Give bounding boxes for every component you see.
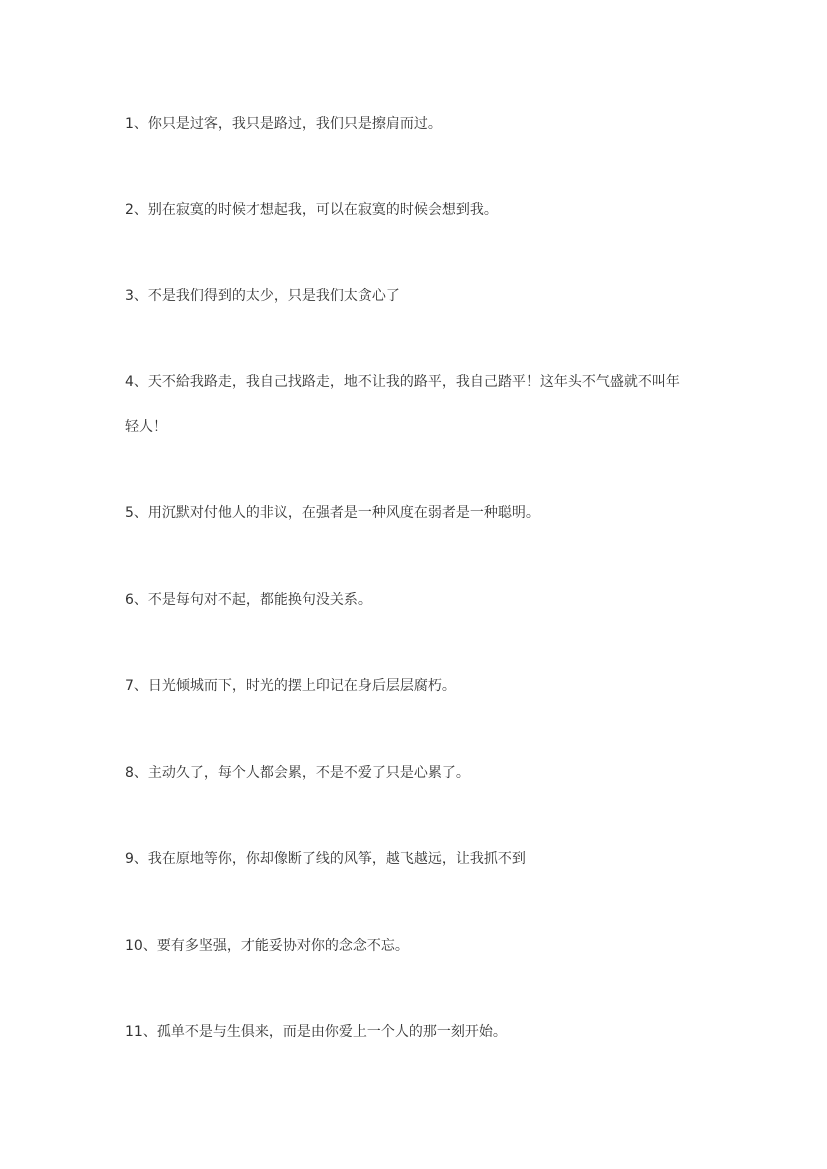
quote-line-7: 7、日光倾城而下，时光的摆上印记在身后层层腐朽。 <box>125 678 456 694</box>
quote-line-1: 1、你只是过客，我只是路过，我们只是擦肩而过。 <box>125 116 442 132</box>
quote-line-9: 9、我在原地等你，你却像断了线的风筝，越飞越远，让我抓不到 <box>125 851 526 867</box>
quote-line-11: 11、孤单不是与生俱来，而是由你爱上一个人的那一刻开始。 <box>125 1024 507 1040</box>
quote-line-3: 3、不是我们得到的太少，只是我们太贪心了 <box>125 288 400 304</box>
quote-line-2: 2、别在寂寞的时候才想起我，可以在寂寞的时候会想到我。 <box>125 202 498 218</box>
quote-line-4: 4、天不給我路走，我自己找路走，地不让我的路平，我自己踏平！这年头不气盛就不叫年 <box>125 374 680 390</box>
quote-line-10: 10、要有多坚强，才能妥协对你的念念不忘。 <box>125 938 409 954</box>
quote-line-4-continued: 轻人！ <box>125 419 167 435</box>
quote-line-5: 5、用沉默对付他人的非议，在强者是一种风度在弱者是一种聪明。 <box>125 505 540 521</box>
quote-line-8: 8、主动久了，每个人都会累，不是不爱了只是心累了。 <box>125 765 470 781</box>
quote-line-6: 6、不是每句对不起，都能换句没关系。 <box>125 592 372 608</box>
